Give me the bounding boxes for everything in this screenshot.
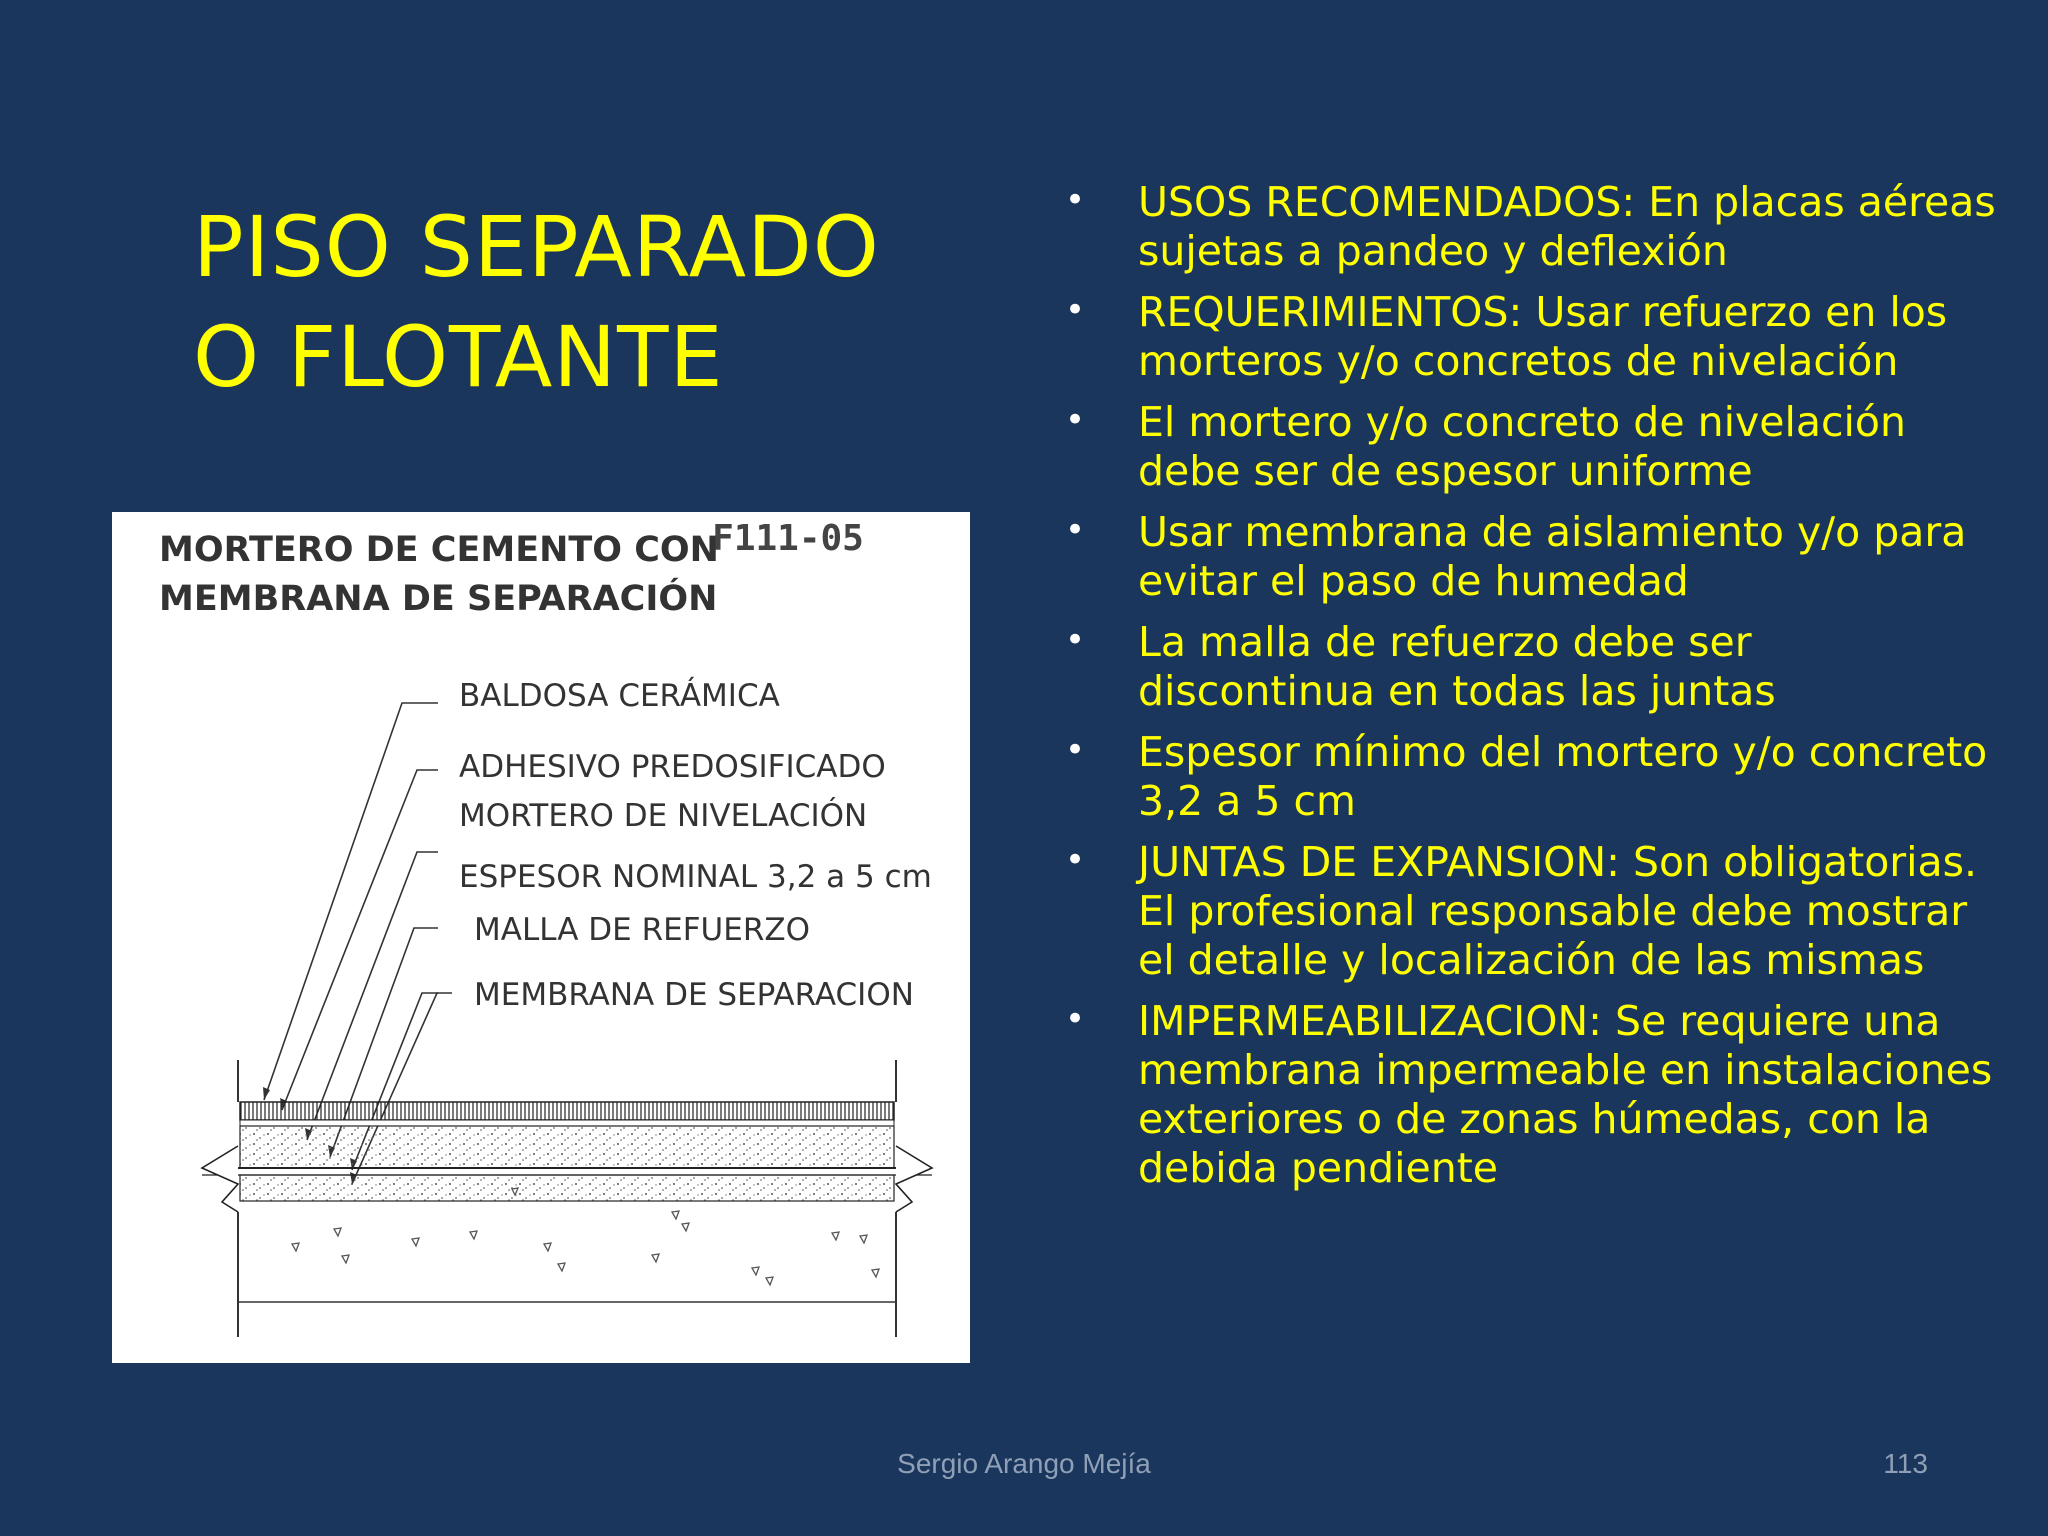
- title-line-2: O FLOTANTE: [193, 308, 724, 406]
- bullet-text: Espesor mínimo del mortero y/o concreto 3,2 a 5 cm: [1138, 728, 1988, 825]
- bullet-dot: •: [1064, 400, 1086, 440]
- bullet-item: [1058, 728, 1998, 826]
- label-baldosa: BALDOSA CERÁMICA: [459, 678, 780, 714]
- bullet-item: [1058, 398, 1998, 496]
- title-line-1: PISO SEPARADO: [193, 198, 880, 296]
- label-malla: MALLA DE REFUERZO: [474, 912, 810, 948]
- bullet-dot: •: [1064, 840, 1086, 880]
- bullet-text: USOS RECOMENDADOS: En placas aéreas sujetas a pandeo y deflexión: [1138, 178, 1996, 275]
- label-adhesivo: ADHESIVO PREDOSIFICADO: [459, 749, 886, 785]
- bullet-item: [1058, 508, 1998, 606]
- bullet-text: Usar membrana de aislamiento y/o para evitar el paso de humedad: [1138, 508, 1967, 605]
- label-mortero: MORTERO DE NIVELACIÓN: [459, 798, 868, 834]
- bullet-dot: •: [1064, 620, 1086, 660]
- floor-section-diagram: [112, 512, 970, 1363]
- page-number: 113: [1883, 1448, 1928, 1479]
- bullet-item: [1058, 288, 1998, 386]
- bullet-item: [1058, 997, 1998, 1193]
- bullet-dot: •: [1064, 999, 1086, 1039]
- bullet-text: El mortero y/o concreto de nivelación debe ser de espesor uniforme: [1138, 398, 1906, 495]
- label-membrana: MEMBRANA DE SEPARACION: [474, 977, 914, 1013]
- bullet-item: [1058, 838, 1998, 985]
- bullet-text: La malla de refuerzo debe ser discontinua en todas las juntas: [1138, 618, 1776, 715]
- diagram-heading-line-1: MORTERO DE CEMENTO CON: [159, 530, 719, 570]
- bullet-item: [1058, 618, 1998, 716]
- slide-title: [193, 192, 993, 412]
- bullet-text: REQUERIMIENTOS: Usar refuerzo en los morteros y/o concretos de nivelación: [1138, 288, 1948, 385]
- bullet-dot: •: [1064, 180, 1086, 220]
- bullet-dot: •: [1064, 730, 1086, 770]
- diagram-code: F111-05: [712, 518, 864, 559]
- diagram-svg: [112, 512, 970, 1363]
- bullet-item: [1058, 178, 1998, 276]
- floor-assembly: [202, 1060, 932, 1337]
- footer-author: Sergio Arango Mejía: [897, 1448, 1151, 1479]
- bullet-dot: •: [1064, 290, 1086, 330]
- bullet-list: [1058, 178, 1998, 1205]
- bullet-dot: •: [1064, 510, 1086, 550]
- diagram-heading-line-2: MEMBRANA DE SEPARACIÓN: [159, 579, 718, 619]
- label-espesor: ESPESOR NOMINAL 3,2 a 5 cm: [459, 859, 932, 895]
- bullet-text: IMPERMEABILIZACION: Se requiere una membrana impermeable en instalaciones exteriores o de zonas húmedas, con la debida pendiente: [1138, 997, 1993, 1192]
- bullet-text: JUNTAS DE EXPANSION: Son obligatorias. El profesional responsable debe mostrar el detalle y localización de las mismas: [1138, 838, 1978, 984]
